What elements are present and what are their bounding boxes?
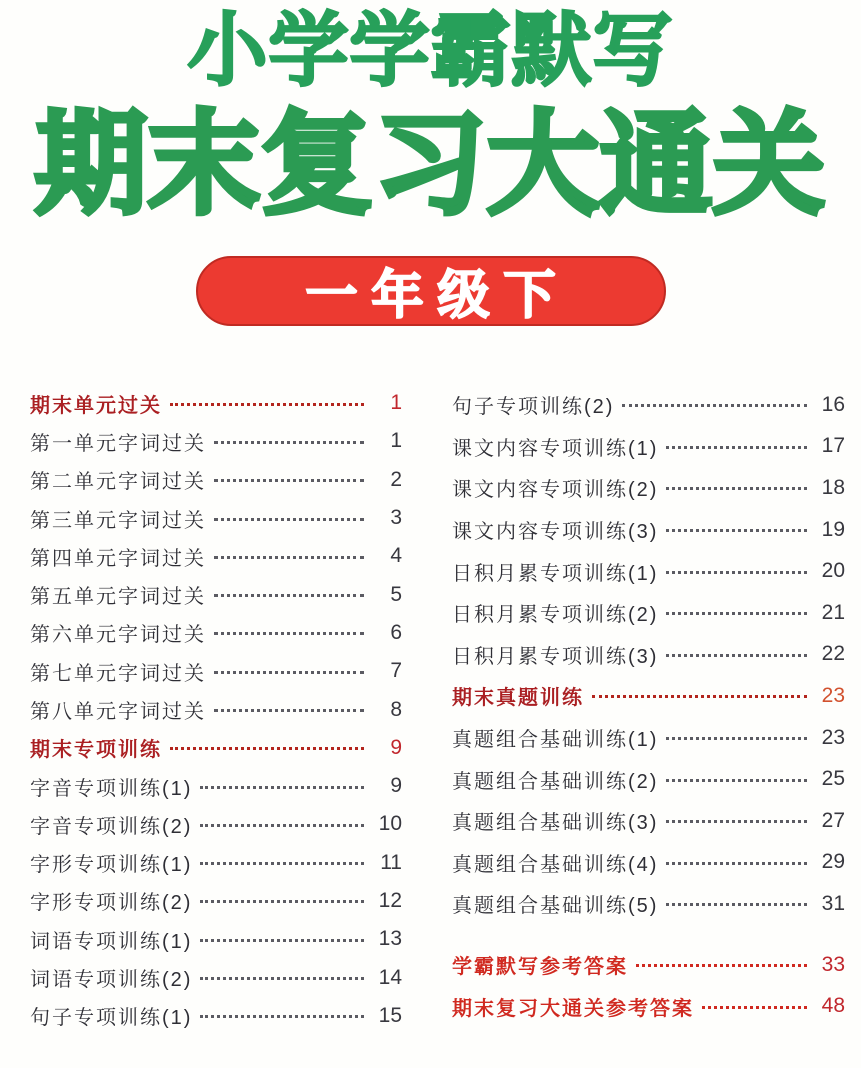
toc-entry (30, 499, 402, 537)
page-number: 18 (821, 475, 845, 499)
page-number: 27 (821, 808, 845, 832)
toc-entry-label: 句子专项训练(1) (30, 1007, 193, 1030)
toc-entry-label: 字音专项训练(1) (30, 777, 193, 800)
toc-entry-label: 期末单元过关 (30, 394, 162, 417)
toc-entry-label: 第六单元字词过关 (30, 624, 206, 647)
page-number: 29 (821, 850, 845, 874)
toc-column-right (452, 384, 845, 1035)
dot-leader (214, 556, 364, 559)
toc-entry (30, 920, 402, 958)
toc-entry-label: 学霸默写参考答案 (452, 956, 628, 978)
toc-entry (30, 882, 402, 920)
scanned-book-page (0, 6, 861, 1068)
page-number: 22 (821, 642, 845, 666)
toc-entry (30, 575, 402, 613)
dot-leader (200, 939, 364, 942)
toc-entry-label: 第二单元字词过关 (30, 471, 206, 494)
dot-leader (214, 441, 364, 444)
toc-entry (30, 767, 402, 805)
toc-entry-label: 真题组合基础训练(2) (452, 770, 659, 793)
toc-entry-label: 课文内容专项训练(3) (452, 521, 659, 544)
dot-leader (666, 529, 807, 532)
toc-entry (452, 467, 845, 509)
toc-entry (30, 652, 402, 690)
toc-entry (30, 844, 402, 882)
grade-badge (196, 256, 666, 326)
page-number: 6 (390, 620, 402, 644)
dot-leader (666, 779, 807, 782)
toc-entry-label: 真题组合基础训练(4) (452, 853, 659, 876)
toc-entry (452, 944, 845, 986)
toc-entry (452, 592, 845, 634)
dot-leader (200, 977, 364, 980)
dot-leader (666, 487, 807, 490)
toc-entry (30, 537, 402, 575)
toc-entry (452, 426, 845, 468)
toc-entry (452, 634, 845, 676)
toc-entry-label: 期末复习大通关参考答案 (452, 997, 694, 1020)
toc-entry (30, 805, 402, 843)
page-number: 16 (821, 392, 845, 416)
page-number: 13 (378, 927, 402, 951)
dot-leader (666, 862, 807, 865)
toc-entry-label: 真题组合基础训练(5) (452, 895, 659, 918)
dot-leader (200, 824, 364, 827)
toc-entry-label: 日积月累专项训练(3) (452, 645, 659, 668)
toc-entry-label: 字形专项训练(1) (30, 854, 193, 877)
dot-leader (170, 403, 364, 406)
toc-entry-label: 课文内容专项训练(1) (452, 437, 659, 460)
toc-entry (30, 958, 402, 996)
main-title: 期末复习大通关 (35, 101, 826, 227)
dot-leader (666, 571, 807, 574)
dot-leader (702, 1006, 807, 1009)
toc-entry-label: 第四单元字词过关 (30, 547, 206, 570)
toc-entry-label: 第七单元字词过关 (30, 662, 206, 685)
toc-entry (452, 758, 845, 800)
toc-entry (30, 690, 402, 728)
page-number: 21 (821, 600, 845, 624)
page-number: 8 (390, 697, 402, 721)
page-number: 5 (390, 582, 402, 606)
toc-entry-label: 日积月累专项训练(1) (452, 562, 659, 585)
toc-entry (452, 509, 845, 551)
toc-entry-label: 真题组合基础训练(3) (452, 812, 659, 835)
toc-entry (30, 422, 402, 460)
dot-leader (214, 671, 364, 674)
page-number: 12 (378, 888, 402, 912)
page-number: 9 (390, 774, 402, 798)
page-number: 9 (390, 735, 402, 759)
toc-entry (452, 800, 845, 842)
dot-leader (200, 1015, 364, 1018)
series-title: 小学学霸默写 (187, 6, 674, 95)
toc-entry (452, 550, 845, 592)
dot-leader (214, 479, 364, 482)
toc-entry (452, 883, 845, 925)
toc-entry-label: 第八单元字词过关 (30, 701, 206, 723)
toc-entry-label: 句子专项训练(2) (452, 396, 615, 419)
dot-leader (666, 654, 807, 657)
toc-entry-label: 字形专项训练(2) (30, 892, 193, 915)
toc-entry-label: 词语专项训练(1) (30, 930, 193, 953)
dot-leader (200, 862, 364, 865)
page-number: 31 (821, 891, 845, 915)
page-number: 25 (821, 767, 845, 791)
toc-entry (30, 997, 402, 1035)
toc-entry (452, 675, 845, 717)
page-number: 1 (390, 391, 402, 415)
page-number: 7 (390, 659, 402, 683)
page-number: 33 (821, 952, 845, 976)
book-cover-header (0, 6, 861, 326)
toc-column-left (30, 384, 402, 1035)
toc-entry (452, 985, 845, 1027)
toc-entry-label: 期末专项训练 (30, 739, 162, 762)
dot-leader (666, 903, 807, 906)
toc-entry-label: 第五单元字词过关 (30, 586, 206, 609)
toc-entry-label: 日积月累专项训练(2) (452, 604, 659, 627)
page-number: 23 (821, 725, 845, 749)
dot-leader (214, 594, 364, 597)
toc-entry (452, 842, 845, 884)
dot-leader (622, 404, 807, 407)
dot-leader (214, 632, 364, 635)
dot-leader (592, 695, 807, 698)
dot-leader (666, 612, 807, 615)
toc-entry-label: 第一单元字词过关 (30, 432, 206, 455)
page-number: 11 (380, 850, 402, 874)
toc-entry (30, 384, 402, 422)
toc-entry (30, 614, 402, 652)
page-number: 14 (378, 965, 402, 989)
dot-leader (200, 786, 364, 789)
page-number: 2 (390, 467, 402, 491)
page-number: 19 (821, 517, 845, 541)
page-number: 1 (390, 429, 402, 453)
toc-entry (452, 384, 845, 426)
page-number: 3 (390, 506, 402, 530)
page-number: 4 (390, 544, 402, 568)
page-number: 23 (821, 683, 845, 707)
toc-entry-label: 课文内容专项训练(2) (452, 479, 659, 502)
dot-leader (666, 446, 807, 449)
toc-entry-label: 词语专项训练(2) (30, 969, 193, 992)
dot-leader (214, 518, 364, 521)
toc-entry-label: 字音专项训练(2) (30, 815, 193, 838)
toc-entry-label: 真题组合基础训练(1) (452, 729, 659, 752)
grade-badge-label: 一年级下 (305, 267, 570, 326)
page-number: 10 (378, 812, 402, 836)
page-number: 17 (821, 434, 845, 458)
toc-entry (30, 461, 402, 499)
dot-leader (666, 737, 807, 740)
page-number: 15 (378, 1003, 402, 1027)
page-number: 20 (821, 559, 845, 583)
page-number: 48 (821, 994, 845, 1018)
toc-entry-label: 第三单元字词过关 (30, 509, 206, 532)
toc-entry (30, 729, 402, 767)
dot-leader (170, 747, 364, 750)
table-of-contents (0, 384, 861, 1035)
dot-leader (636, 964, 807, 967)
toc-entry-label: 期末真题训练 (452, 687, 584, 710)
dot-leader (200, 900, 364, 903)
dot-leader (214, 709, 364, 712)
toc-entry (452, 717, 845, 759)
dot-leader (666, 820, 807, 823)
